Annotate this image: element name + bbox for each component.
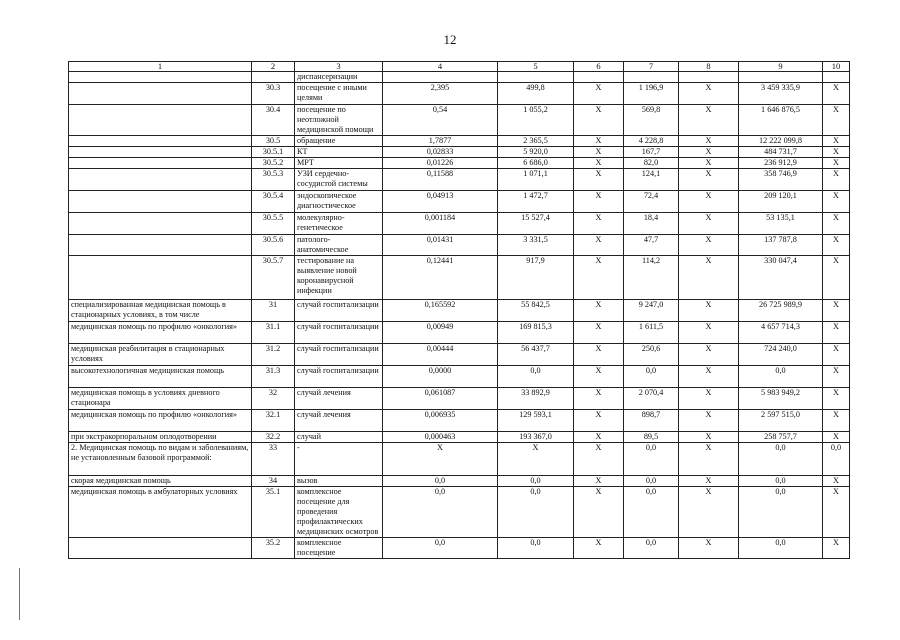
table-cell <box>69 147 252 158</box>
table-cell: МРТ <box>295 158 383 169</box>
table-cell: 82,0 <box>624 158 679 169</box>
table-cell: 18,4 <box>624 213 679 235</box>
table-row <box>69 322 850 344</box>
table-cell: специализированная медицинская помощь в стационарных условиях, в том числе <box>69 300 252 322</box>
table-cell: 0,02833 <box>383 147 498 158</box>
table-cell: X <box>574 213 624 235</box>
table-cell: X <box>823 235 850 256</box>
table-cell <box>252 72 295 83</box>
table-cell: 30.5 <box>252 136 295 147</box>
table-cell: X <box>574 432 624 443</box>
table-cell: 1 071,1 <box>498 169 574 191</box>
table-row <box>69 300 850 322</box>
table-cell: 32.1 <box>252 410 295 432</box>
table-cell: 724 240,0 <box>739 344 823 366</box>
table-cell: 484 731,7 <box>739 147 823 158</box>
table-cell: 0,0 <box>383 476 498 487</box>
table-cell: 89,5 <box>624 432 679 443</box>
table-cell: диспансеризации <box>295 72 383 83</box>
table-cell: 0,165592 <box>383 300 498 322</box>
table-cell: 30.5.2 <box>252 158 295 169</box>
table-cell: X <box>679 476 739 487</box>
table-row <box>69 432 850 443</box>
data-table <box>68 61 850 559</box>
table-cell: 2 070,4 <box>624 388 679 410</box>
table-cell: X <box>823 256 850 300</box>
table-cell: УЗИ сердечно-сосудистой системы <box>295 169 383 191</box>
table-cell: X <box>823 158 850 169</box>
table-cell: 258 757,7 <box>739 432 823 443</box>
table-cell: комплексное посещение <box>295 538 383 559</box>
table-cell: медицинская помощь по профилю «онкология» <box>69 410 252 432</box>
table-cell: 6 686,0 <box>498 158 574 169</box>
table-cell: X <box>823 410 850 432</box>
table-cell: 0,0 <box>739 476 823 487</box>
table-row <box>69 538 850 559</box>
table-row <box>69 487 850 538</box>
table-cell: 31.2 <box>252 344 295 366</box>
table-cell: X <box>823 487 850 538</box>
table-row <box>69 136 850 147</box>
table-cell: 193 367,0 <box>498 432 574 443</box>
table-cell <box>69 256 252 300</box>
table-cell: 2. Медицинская помощь по видам и заболеваниям, не установленным базовой программой: <box>69 443 252 476</box>
header-row <box>69 62 850 72</box>
table-cell: 0,00949 <box>383 322 498 344</box>
table-cell <box>69 169 252 191</box>
table-row <box>69 72 850 83</box>
table-cell: 30.5.1 <box>252 147 295 158</box>
table-cell: X <box>574 136 624 147</box>
table-cell: 0,00444 <box>383 344 498 366</box>
table-cell: 0,006935 <box>383 410 498 432</box>
table-row <box>69 213 850 235</box>
table-cell: 2,395 <box>383 83 498 105</box>
table-cell: 0,0 <box>383 538 498 559</box>
table-cell: 0,04913 <box>383 191 498 213</box>
table-cell: 72,4 <box>624 191 679 213</box>
table-row <box>69 443 850 476</box>
table-cell: X <box>574 443 624 476</box>
table-cell: X <box>679 256 739 300</box>
table-cell: 35.1 <box>252 487 295 538</box>
table-cell: X <box>679 300 739 322</box>
header-cell: 4 <box>383 62 498 72</box>
table-cell: 4 228,8 <box>624 136 679 147</box>
table-row <box>69 388 850 410</box>
table-cell: X <box>679 443 739 476</box>
table-cell: X <box>823 191 850 213</box>
table-cell: X <box>679 213 739 235</box>
table-row <box>69 83 850 105</box>
table-cell: 250,6 <box>624 344 679 366</box>
table-cell: случай госпитализации <box>295 366 383 388</box>
table-cell: X <box>498 443 574 476</box>
table-cell: X <box>823 300 850 322</box>
header-cell: 7 <box>624 62 679 72</box>
table-cell: 30.5.6 <box>252 235 295 256</box>
table-cell: - <box>295 443 383 476</box>
header-cell: 6 <box>574 62 624 72</box>
table-cell: X <box>823 147 850 158</box>
table-cell: 32 <box>252 388 295 410</box>
table-cell: X <box>679 235 739 256</box>
table-cell: патолого-анатомическое <box>295 235 383 256</box>
table-cell: X <box>679 169 739 191</box>
table-cell: X <box>679 410 739 432</box>
table-row <box>69 105 850 136</box>
table-cell: медицинская помощь в амбулаторных условиях <box>69 487 252 538</box>
table-cell: X <box>823 105 850 136</box>
header-cell: 3 <box>295 62 383 72</box>
table-cell: X <box>823 538 850 559</box>
table-cell: 0,0 <box>739 487 823 538</box>
table-cell: 0,001184 <box>383 213 498 235</box>
table-cell: 0,0 <box>498 366 574 388</box>
table-cell: посещение с иными целями <box>295 83 383 105</box>
table-cell: X <box>823 476 850 487</box>
table-cell: медицинская помощь в условиях дневного стационара <box>69 388 252 410</box>
table-cell: 0,12441 <box>383 256 498 300</box>
table-cell: 33 <box>252 443 295 476</box>
table-cell: 0,0 <box>739 366 823 388</box>
table-row <box>69 344 850 366</box>
table-cell: 35.2 <box>252 538 295 559</box>
table-cell: X <box>679 191 739 213</box>
table-cell: 34 <box>252 476 295 487</box>
table-cell: 917,9 <box>498 256 574 300</box>
table-cell: 3 459 335,9 <box>739 83 823 105</box>
table-cell: 167,7 <box>624 147 679 158</box>
table-cell: молекулярно-генетическое <box>295 213 383 235</box>
table-cell: 1 611,5 <box>624 322 679 344</box>
table-cell <box>69 235 252 256</box>
table-cell: медицинская реабилитация в стационарных условиях <box>69 344 252 366</box>
margin-rule <box>19 568 20 620</box>
table-cell <box>69 136 252 147</box>
table-cell: 0,0 <box>383 487 498 538</box>
table-cell: X <box>574 487 624 538</box>
table-cell: 0,11588 <box>383 169 498 191</box>
table-cell: 15 527,4 <box>498 213 574 235</box>
table-cell: 0,0000 <box>383 366 498 388</box>
table-cell <box>69 158 252 169</box>
table-cell: X <box>823 136 850 147</box>
table-cell: 1 646 876,5 <box>739 105 823 136</box>
table-cell: X <box>679 538 739 559</box>
table-cell: X <box>679 487 739 538</box>
table-cell: 30.4 <box>252 105 295 136</box>
table-cell: 0,0 <box>498 487 574 538</box>
table-cell <box>823 72 850 83</box>
table-cell: 330 047,4 <box>739 256 823 300</box>
table-cell: 30.5.7 <box>252 256 295 300</box>
table-cell: 9 247,0 <box>624 300 679 322</box>
table-cell: 0,000463 <box>383 432 498 443</box>
table-cell: 236 912,9 <box>739 158 823 169</box>
table-cell: 129 593,1 <box>498 410 574 432</box>
table-cell: 0,54 <box>383 105 498 136</box>
table-cell: 53 135,1 <box>739 213 823 235</box>
table-cell <box>498 72 574 83</box>
table-row <box>69 410 850 432</box>
table-cell: 30.5.5 <box>252 213 295 235</box>
table-cell: X <box>679 147 739 158</box>
table-row <box>69 256 850 300</box>
table-cell: 30.5.4 <box>252 191 295 213</box>
table-cell: 2 597 515,0 <box>739 410 823 432</box>
table-cell: X <box>679 366 739 388</box>
table-cell: тестирование на выявление новой коронавирусной инфекции <box>295 256 383 300</box>
table-cell: 3 331,5 <box>498 235 574 256</box>
table-row <box>69 158 850 169</box>
table-cell: X <box>679 83 739 105</box>
table-cell: X <box>823 83 850 105</box>
table-cell: 0,0 <box>624 476 679 487</box>
table-cell <box>679 72 739 83</box>
table-cell: X <box>574 410 624 432</box>
table-cell: X <box>574 344 624 366</box>
table-cell: X <box>574 158 624 169</box>
table-cell: 0,0 <box>624 443 679 476</box>
table-cell <box>383 72 498 83</box>
table-cell: X <box>823 344 850 366</box>
table-cell: 5 920,0 <box>498 147 574 158</box>
table-cell: случай госпитализации <box>295 344 383 366</box>
table-cell: X <box>679 158 739 169</box>
table-cell: 358 746,9 <box>739 169 823 191</box>
table-cell: X <box>679 322 739 344</box>
table-cell: 31.3 <box>252 366 295 388</box>
table-cell <box>69 213 252 235</box>
table-cell: X <box>574 191 624 213</box>
table-cell: X <box>574 256 624 300</box>
table-cell: 569,8 <box>624 105 679 136</box>
table-cell: случай лечения <box>295 410 383 432</box>
table-cell: 26 725 989,9 <box>739 300 823 322</box>
table-cell: 0,0 <box>823 443 850 476</box>
table-cell: вызов <box>295 476 383 487</box>
table-cell: случай <box>295 432 383 443</box>
header-cell: 2 <box>252 62 295 72</box>
table-cell: X <box>574 388 624 410</box>
table-cell: 0,0 <box>624 487 679 538</box>
table-cell: 30.5.3 <box>252 169 295 191</box>
table-row <box>69 476 850 487</box>
header-cell: 8 <box>679 62 739 72</box>
table-cell: 1 196,9 <box>624 83 679 105</box>
table-cell: 1 055,2 <box>498 105 574 136</box>
table-cell: 31.1 <box>252 322 295 344</box>
table-cell: КТ <box>295 147 383 158</box>
table-cell: 2 365,5 <box>498 136 574 147</box>
table-cell: 31 <box>252 300 295 322</box>
table-cell: X <box>574 83 624 105</box>
table-cell: случай лечения <box>295 388 383 410</box>
table-cell: 33 892,9 <box>498 388 574 410</box>
table-cell: 0,01226 <box>383 158 498 169</box>
table-cell: X <box>679 388 739 410</box>
table-cell: 32.2 <box>252 432 295 443</box>
table-cell: 0,0 <box>739 538 823 559</box>
table-cell: X <box>679 344 739 366</box>
table-cell <box>624 72 679 83</box>
table-cell: обращение <box>295 136 383 147</box>
table-cell: 1 472,7 <box>498 191 574 213</box>
table-cell <box>69 83 252 105</box>
table-row <box>69 191 850 213</box>
table-cell <box>69 191 252 213</box>
table-cell: эндоскопическое диагностическое <box>295 191 383 213</box>
table-cell: 47,7 <box>624 235 679 256</box>
table-cell: 0,0 <box>498 538 574 559</box>
table-row <box>69 366 850 388</box>
table-cell: скорая медицинская помощь <box>69 476 252 487</box>
table-cell: 0,061087 <box>383 388 498 410</box>
table-row <box>69 169 850 191</box>
table-cell: 0,01431 <box>383 235 498 256</box>
table-cell: случай госпитализации <box>295 322 383 344</box>
page-number: 12 <box>443 32 457 47</box>
table-cell: X <box>823 213 850 235</box>
table-cell: при экстракорпоральном оплодотворении <box>69 432 252 443</box>
table-cell: 137 787,8 <box>739 235 823 256</box>
table-cell: 124,1 <box>624 169 679 191</box>
table-cell: X <box>679 105 739 136</box>
table-cell: X <box>574 169 624 191</box>
table-cell: X <box>574 322 624 344</box>
table-cell: 0,0 <box>624 366 679 388</box>
table-cell: X <box>823 432 850 443</box>
table-cell: X <box>574 538 624 559</box>
header-cell: 10 <box>823 62 850 72</box>
table-cell: 4 657 714,3 <box>739 322 823 344</box>
table-cell: случай госпитализации <box>295 300 383 322</box>
table-cell: 499,8 <box>498 83 574 105</box>
table-cell <box>69 105 252 136</box>
table-cell: 0,0 <box>498 476 574 487</box>
table-cell: 114,2 <box>624 256 679 300</box>
table-cell: X <box>574 476 624 487</box>
table-cell: медицинская помощь по профилю «онкология» <box>69 322 252 344</box>
table-cell: X <box>574 105 624 136</box>
table-cell: 55 842,5 <box>498 300 574 322</box>
table-cell: 30.3 <box>252 83 295 105</box>
header-cell: 9 <box>739 62 823 72</box>
table-cell: комплексное посещение для проведения профилактических медицинских осмотров <box>295 487 383 538</box>
table-row <box>69 147 850 158</box>
table-row <box>69 235 850 256</box>
table-cell: 1,7877 <box>383 136 498 147</box>
table-cell: 169 815,3 <box>498 322 574 344</box>
table-cell <box>69 72 252 83</box>
table-cell: X <box>823 388 850 410</box>
table-cell <box>69 538 252 559</box>
table-cell: X <box>574 147 624 158</box>
table-cell: 56 437,7 <box>498 344 574 366</box>
table-cell: 209 120,1 <box>739 191 823 213</box>
header-cell: 1 <box>69 62 252 72</box>
table-cell: X <box>679 136 739 147</box>
table-cell: X <box>823 169 850 191</box>
table-cell: X <box>574 300 624 322</box>
table-cell: X <box>383 443 498 476</box>
table-cell: высокотехнологичная медицинская помощь <box>69 366 252 388</box>
table-cell: X <box>574 366 624 388</box>
table-cell: 0,0 <box>624 538 679 559</box>
table-cell: X <box>574 235 624 256</box>
table-cell: 5 983 949,2 <box>739 388 823 410</box>
table-cell: X <box>823 322 850 344</box>
table-cell: 898,7 <box>624 410 679 432</box>
table-cell: 0,0 <box>739 443 823 476</box>
table-cell: X <box>823 366 850 388</box>
table-cell: X <box>679 432 739 443</box>
table-cell <box>739 72 823 83</box>
table-cell: 12 222 099,8 <box>739 136 823 147</box>
header-cell: 5 <box>498 62 574 72</box>
table-cell <box>574 72 624 83</box>
table-cell: посещение по неотложной медицинской помощи <box>295 105 383 136</box>
